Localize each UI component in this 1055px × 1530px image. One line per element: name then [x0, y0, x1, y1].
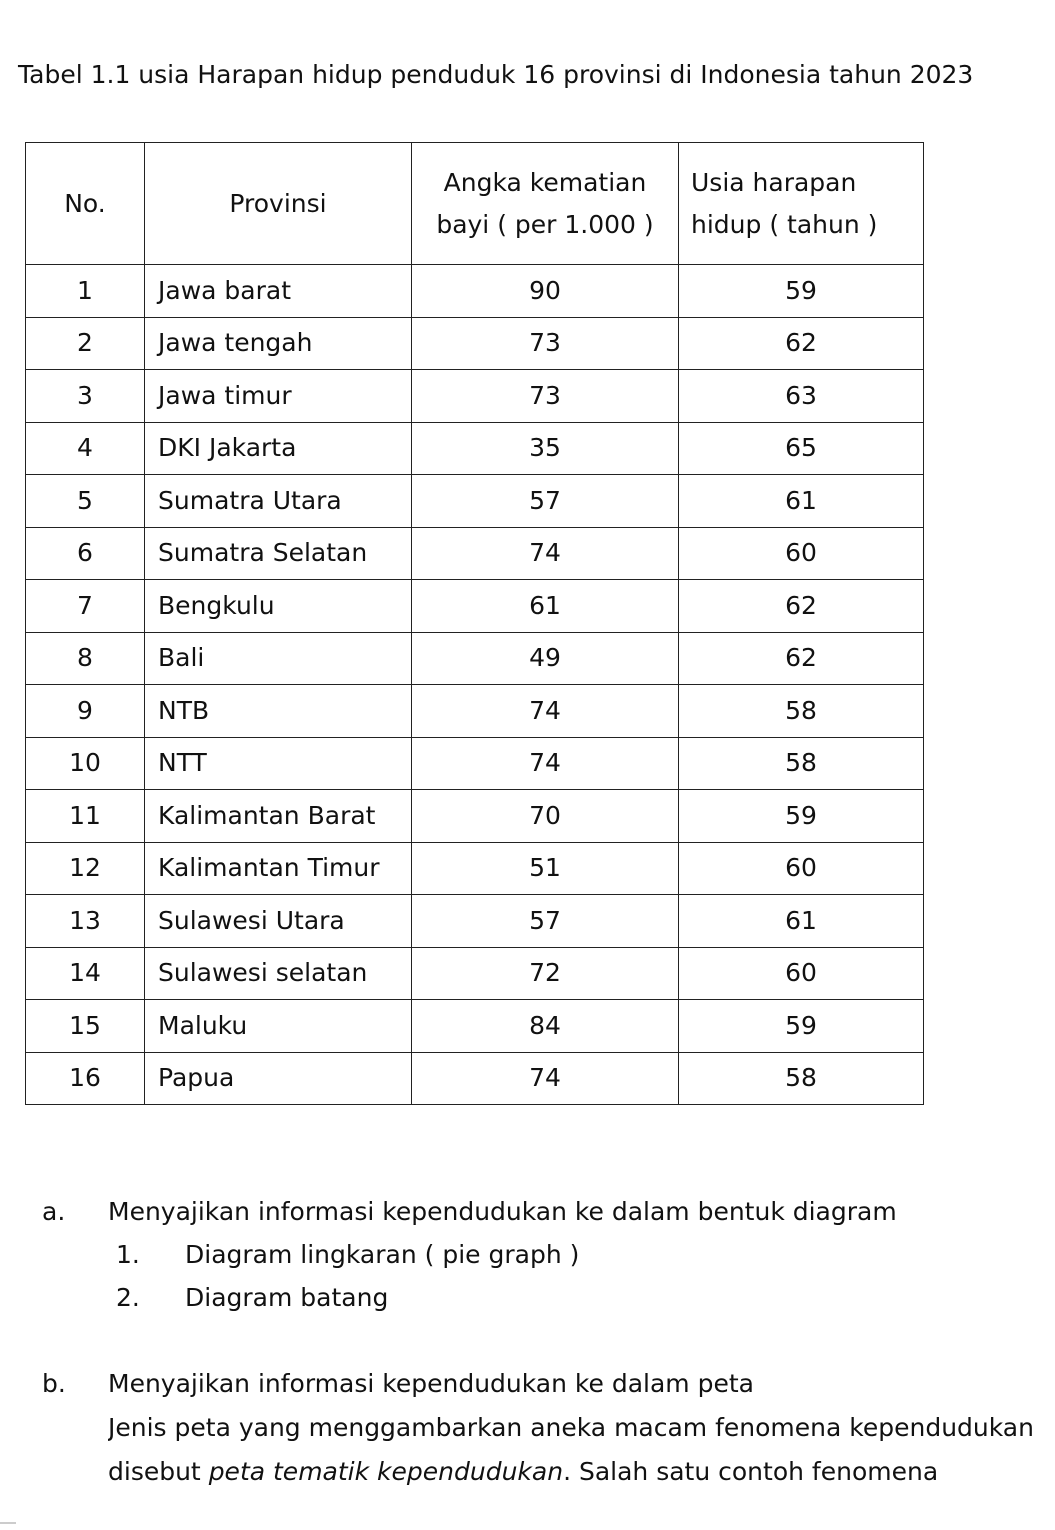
cell-no: 9: [26, 685, 145, 738]
table-row: [26, 737, 924, 790]
table-row: [26, 527, 924, 580]
cell-provinsi: Sumatra Selatan: [145, 527, 412, 580]
table-row: [26, 790, 924, 843]
cell-no: 3: [26, 370, 145, 423]
section-a-item-2-text: Diagram batang: [185, 1283, 389, 1312]
cell-infant-mortality: 74: [412, 1052, 679, 1105]
cell-provinsi: Jawa tengah: [145, 317, 412, 370]
table-row: [26, 1000, 924, 1053]
cell-provinsi: Papua: [145, 1052, 412, 1105]
cell-provinsi: Jawa barat: [145, 265, 412, 318]
cell-provinsi: Sulawesi Utara: [145, 895, 412, 948]
cell-life-expectancy: 65: [679, 422, 924, 475]
cell-provinsi: Kalimantan Timur: [145, 842, 412, 895]
paragraph-line2-before: disebut: [108, 1457, 209, 1486]
cut-off-previous-text: [0, 0, 1055, 6]
table-row: [26, 632, 924, 685]
cell-life-expectancy: 62: [679, 632, 924, 685]
table-row: [26, 317, 924, 370]
cell-provinsi: Bali: [145, 632, 412, 685]
cell-no: 1: [26, 265, 145, 318]
header-provinsi: Provinsi: [145, 143, 412, 265]
cell-life-expectancy: 58: [679, 685, 924, 738]
section-a-marker: a.: [42, 1197, 66, 1226]
cell-life-expectancy: 62: [679, 317, 924, 370]
cell-no: 2: [26, 317, 145, 370]
cell-life-expectancy: 59: [679, 790, 924, 843]
cell-infant-mortality: 51: [412, 842, 679, 895]
paragraph-line2-italic-term: peta tematik kependudukan: [208, 1457, 564, 1486]
section-b-paragraph-line1: Jenis peta yang menggambarkan aneka macam fenomena kependudukan: [108, 1413, 1034, 1442]
cell-infant-mortality: 35: [412, 422, 679, 475]
header-life-expectancy-line2: hidup ( tahun ): [691, 209, 878, 239]
cell-no: 13: [26, 895, 145, 948]
cell-provinsi: Maluku: [145, 1000, 412, 1053]
cell-infant-mortality: 72: [412, 947, 679, 1000]
table-title: Tabel 1.1 usia Harapan hidup penduduk 16 provinsi di Indonesia tahun 2023: [18, 60, 974, 89]
cell-life-expectancy: 60: [679, 947, 924, 1000]
paragraph-line2-after: . Salah satu contoh fenomena: [563, 1457, 939, 1486]
cell-life-expectancy: 62: [679, 580, 924, 633]
table-row: [26, 580, 924, 633]
cell-provinsi: Bengkulu: [145, 580, 412, 633]
cell-infant-mortality: 74: [412, 527, 679, 580]
cell-infant-mortality: 90: [412, 265, 679, 318]
cell-no: 8: [26, 632, 145, 685]
cell-life-expectancy: 59: [679, 1000, 924, 1053]
cell-infant-mortality: 73: [412, 370, 679, 423]
cell-infant-mortality: 73: [412, 317, 679, 370]
cell-provinsi: NTB: [145, 685, 412, 738]
table-row: [26, 265, 924, 318]
table-header-row: [26, 143, 924, 265]
cell-no: 12: [26, 842, 145, 895]
cell-life-expectancy: 59: [679, 265, 924, 318]
cell-provinsi: Jawa timur: [145, 370, 412, 423]
cell-no: 10: [26, 737, 145, 790]
table-row: [26, 475, 924, 528]
table-row: [26, 895, 924, 948]
cell-no: 4: [26, 422, 145, 475]
cell-no: 15: [26, 1000, 145, 1053]
cell-life-expectancy: 58: [679, 1052, 924, 1105]
section-a-item-2-marker: 2.: [116, 1283, 140, 1312]
section-b-paragraph-line2: [108, 1455, 938, 1489]
header-life-expectancy-line1: Usia harapan: [691, 167, 857, 197]
cell-provinsi: Sumatra Utara: [145, 475, 412, 528]
cell-infant-mortality: 49: [412, 632, 679, 685]
cell-no: 7: [26, 580, 145, 633]
section-b-heading: Menyajikan informasi kependudukan ke dalam peta: [108, 1369, 754, 1398]
cell-life-expectancy: 60: [679, 842, 924, 895]
page-edge-mark: [0, 1522, 16, 1524]
cell-infant-mortality: 74: [412, 737, 679, 790]
cell-provinsi: Kalimantan Barat: [145, 790, 412, 843]
header-infant-mortality-line1: Angka kematian: [443, 167, 647, 197]
table-row: [26, 685, 924, 738]
section-a-item-1-text: Diagram lingkaran ( pie graph ): [185, 1240, 580, 1269]
cell-no: 16: [26, 1052, 145, 1105]
cell-provinsi: DKI Jakarta: [145, 422, 412, 475]
cell-life-expectancy: 58: [679, 737, 924, 790]
cell-infant-mortality: 61: [412, 580, 679, 633]
cell-provinsi: Sulawesi selatan: [145, 947, 412, 1000]
cell-life-expectancy: 61: [679, 475, 924, 528]
table-body: [26, 265, 924, 1105]
cell-infant-mortality: 57: [412, 895, 679, 948]
cell-life-expectancy: 61: [679, 895, 924, 948]
cell-infant-mortality: 84: [412, 1000, 679, 1053]
cell-no: 14: [26, 947, 145, 1000]
cell-provinsi: NTT: [145, 737, 412, 790]
life-expectancy-table: [25, 142, 924, 1105]
table-row: [26, 947, 924, 1000]
cell-no: 5: [26, 475, 145, 528]
section-a-heading: Menyajikan informasi kependudukan ke dalam bentuk diagram: [108, 1197, 897, 1226]
table-row: [26, 370, 924, 423]
header-life-expectancy: [679, 143, 924, 265]
table-row: [26, 842, 924, 895]
section-a-item-1-marker: 1.: [116, 1240, 140, 1269]
cell-infant-mortality: 74: [412, 685, 679, 738]
header-infant-mortality-line2: bayi ( per 1.000 ): [436, 209, 654, 239]
cell-no: 6: [26, 527, 145, 580]
cell-life-expectancy: 63: [679, 370, 924, 423]
header-no: No.: [26, 143, 145, 265]
header-infant-mortality: [412, 143, 679, 265]
cell-infant-mortality: 70: [412, 790, 679, 843]
cell-no: 11: [26, 790, 145, 843]
table-row: [26, 1052, 924, 1105]
section-b-marker: b.: [42, 1369, 66, 1398]
cell-life-expectancy: 60: [679, 527, 924, 580]
cell-infant-mortality: 57: [412, 475, 679, 528]
table-row: [26, 422, 924, 475]
